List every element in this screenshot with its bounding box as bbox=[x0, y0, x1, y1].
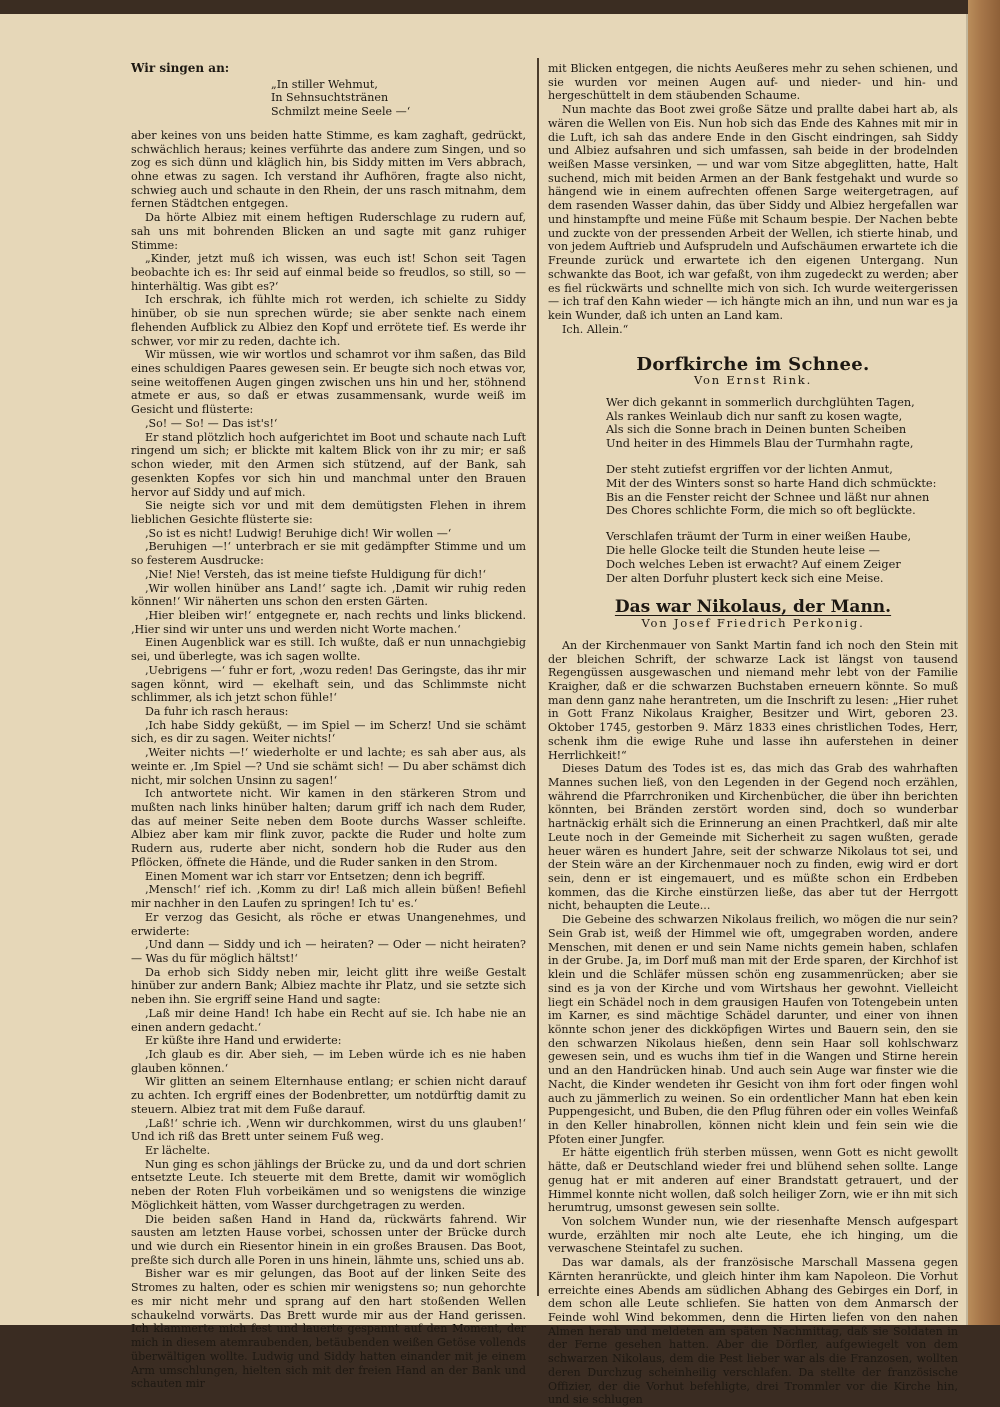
story-paragraph: Er lächelte. bbox=[145, 1144, 211, 1158]
story-paragraph: Nun machte das Boot zwei große Sätze und prallte dabei hart ab, als wären die Wellen von Eis. Nun hob sich das Ende des Kahnes mit mir in die Luft, ich sah das andere Ende in den Gischt eindringen, sah Siddy und Albiez aufsahren und sich umfassen, sah beide in der brodelnden weißen Masse versinken, — und war vom Sitze abgeglitten, hatte, Halt suchend, mich mit beiden Armen an der Bank festgehakt und wurde so hängend wie in einem aufrechten offenen Sarge weitergetragen, auf dem rasenden Wasser dahin, das über Siddy und Albiez hergefallen war und hinstampfte und meine Füße mit Schaum bespie. Der Nachen bebte und zuckte von der pressenden Arbeit der Wellen, ich stierte hinab, und von jedem Auftrieb und Aufsprudeln und Aufschäumen erwartete ich die Freunde zurück und erwartete ich den eigenen Untergang. Nun schwankte das Boot, ich war gefaßt, von ihm zugedeckt zu werden; aber es fiel rückwärts und schnellte mich von sich. Ich wurde weitergerissen — ich traf den Kahn wieder — ich hängte mich an ihn, und nun war es ja kein Wunder, daß ich unten an Land kam. bbox=[548, 103, 958, 322]
poem-author: Von Ernst Rink. bbox=[693, 373, 813, 388]
story-paragraph: Er verzog das Gesicht, als röche er etwas Unangenehmes, und erwiderte: bbox=[131, 910, 526, 938]
story-paragraph: ‚Laß!‘ schrie ich. ‚Wenn wir durchkommen, wirst du uns glauben!‘ Und ich riß das Brett unter seinem Fuß weg. bbox=[131, 1116, 526, 1144]
story-paragraph: Die beiden saßen Hand in Hand da, rückwärts fahrend. Wir sausten am letzten Hause vorbei, schossen unter der Brücke durch und wie durch ein Riesentor hinein in ein großes Brausen. Das Boot, preßte sich durch alle Poren in uns hinein, lähmte uns, schied uns ab. bbox=[131, 1212, 526, 1267]
poem-line: Doch welches Leben ist erwacht? Auf einem Zeiger bbox=[606, 557, 901, 571]
poem-line: Des Chores schlichte Form, die mich so oft beglückte. bbox=[606, 504, 916, 518]
story-paragraph: Einen Augenblick war es still. Ich wußte, daß er nun unnachgiebig sei, und überlegte, was ich sagen wollte. bbox=[131, 636, 526, 664]
poem-stanza bbox=[606, 396, 958, 451]
poem-line: Der steht zutiefst ergriffen vor der lichten Anmut, bbox=[606, 463, 893, 476]
story-paragraph: Dieses Datum des Todes ist es, das mich das Grab des wahrhaften Mannes suchen ließ, von den Legenden in der Gegend noch erzählen, während die Pfarrchroniken und Kirchenbücher, die über ihn berichten könnten, bei Bränden zerstört worden sind, doch so wunderbar hartnäckig erhält sich die Erinnerung an einen Prachtkerl, daß mir alte Leute noch in der Gemeinde mit Sicherheit zu sagen wußten, gerade heuer wären es hundert Jahre, seit der schwarze Nikolaus tot sei, und der Stein wäre an der Kirchenmauer noch zu finden, ewig wird er dort sein, denn er ist eingemauert, und es müßte schon ein Erdbeben kommen, das die Kirche einstürzen ließe, das aber tut der Herrgott nicht, behaupten die Leute... bbox=[548, 762, 958, 913]
binding-edge bbox=[968, 0, 1000, 1325]
story-author: Von Josef Friedrich Perkonig. bbox=[641, 616, 865, 631]
poem-line: Als rankes Weinlaub dich nur sanft zu kosen wagte, bbox=[606, 409, 903, 423]
story-paragraph: Da hörte Albiez mit einem heftigen Ruderschlage zu rudern auf, sah uns mit bohrenden Blicken an und sagte mit ganz ruhiger Stimme: bbox=[131, 211, 526, 252]
poem-line: Wer dich gekannt in sommerlich durchglühten Tagen, bbox=[606, 395, 915, 409]
poem-line: Die helle Glocke teilt die Stunden heute leise — bbox=[606, 543, 880, 557]
story-paragraph: ‚Mensch!‘ rief ich. ‚Komm zu dir! Laß mich allein büßen! Befiehl mir nachher in den Laufen zu springen! Ich tu' es.‘ bbox=[131, 883, 526, 911]
story-paragraph: ‚Hier bleiben wir!‘ entgegnete er, nach rechts und links blickend. ‚Hier sind wir unter uns und werden nicht Worte machen.‘ bbox=[131, 608, 526, 636]
story-paragraph: ‚Uebrigens —‘ fuhr er fort, ‚wozu reden! Das Geringste, das ihr mir sagen könnt, wird — ekelhaft sein, und das Schlimmste nicht schlimmer, als ich jetzt schon fühle!‘ bbox=[131, 663, 526, 705]
poem-line: Und heiter in des Himmels Blau der Turmhahn ragte, bbox=[606, 437, 914, 451]
story-paragraph: ‚Ich glaub es dir. Aber sieh, — im Leben würde ich es nie haben glauben können.‘ bbox=[131, 1047, 526, 1075]
poem-stanza bbox=[606, 530, 958, 585]
story-paragraph: ‚Ich habe Siddy geküßt, — im Spiel — im Scherz! Und sie schämt sich, es dir zu sagen. Weiter nichts!‘ bbox=[131, 718, 526, 746]
story-paragraph: ‚So ist es nicht! Ludwig! Beruhige dich! Wir wollen —‘ bbox=[145, 526, 452, 540]
poem-line: Bis an die Fenster reicht der Schnee und läßt nur ahnen bbox=[606, 490, 930, 504]
story-paragraph: Einen Moment war ich starr vor Entsetzen; denn ich begriff. bbox=[145, 869, 486, 883]
song-line: In Sehnsuchtstränen bbox=[271, 91, 389, 105]
story-title: Das war Nikolaus, der Mann. bbox=[614, 597, 892, 618]
left-column bbox=[131, 62, 526, 1391]
story-paragraph: Das war damals, als der französische Marschall Massena gegen Kärnten heranrückte, und gleich hinter ihm kam Napoleon. Die Vorhut erreichte eines Abends am südlichen Abhang des Gebirges ein Dorf, in dem schon alle Leute schliefen. Sie hatten von dem Anmarsch der Feinde wohl Wind bekommen, denn die Hirten liefen von den nahen Almen herab und meldeten am späten Nachmittag, daß sie Soldaten in der Ferne gesehen hatten. Aber die Dörfler, aufgewiegelt von dem schwarzen Nikolaus, dem die Pest lieber war als die Franzosen, wollten deren Durchzug scheinheilig verschlafen. Da stellte der französische Offizier, der die Vorhut befehligte, drei Trommler vor die Kirche hin, und sie schlugen bbox=[548, 1256, 958, 1407]
story-paragraph: ‚Und dann — Siddy und ich — heiraten? — Oder — nicht heiraten? — Was du für möglich hältst!‘ bbox=[131, 938, 526, 965]
story-paragraph: Da fuhr ich rasch heraus: bbox=[145, 705, 289, 719]
song-lead: Wir singen an: bbox=[131, 61, 230, 75]
story-paragraph: Er stand plötzlich hoch aufgerichtet im Boot und schaute nach Luft ringend um sich; er blickte mit kaltem Blick von ihr zu mir; er saß schon wieder, mit den Armen sich stützend, auf der Bank, sah gesenkten Kopfes vor sich hin und manchmal unter den Brauen hervor auf Siddy und auf mich. bbox=[131, 430, 526, 499]
right-column bbox=[548, 62, 958, 1407]
poem-line: Verschlafen träumt der Turm in einer weißen Haube, bbox=[606, 530, 912, 544]
song-line: Schmilzt meine Seele —‘ bbox=[271, 105, 411, 119]
poem-stanza bbox=[606, 463, 958, 518]
column-rule bbox=[537, 58, 539, 1296]
story-paragraph: An der Kirchenmauer von Sankt Martin fand ich noch den Stein mit der bleichen Schrift, der schwarze Lack ist längst von tausend Regengüssen ausgewaschen und niemand mehr lebt von der Familie Kraigher, daß er die schwarzen Buchstaben erneuern könnte. So muß man denn ganz nahe herantreten, um die Inschrift zu lesen: „Hier ruhet in Gott Franz Nikolaus Kraigher, Besitzer und Wirt, geboren 23. Oktober 1745, gestorben 9. März 1833 eines christlichen Todes, Herr, schenk ihm die ewige Ruhe und lasse ihn auferstehen in deiner Herrlichkeit!“ bbox=[548, 638, 958, 762]
story-paragraph: Bisher war es mir gelungen, das Boot auf der linken Seite des Stromes zu halten, oder es schien mir wenigstens so; nun gehorchte es mir nicht mehr und sprang auf den hart stoßenden Wellen schaukelnd vorwärts. Das Brett wurde mir aus der Hand gerissen. Ich klammerte mich fest und lauerte gespannt auf den Moment, der mich in diesem atemraubenden, betäubenden weißen Getöse vollends überwältigen wollte. Ludwig und Siddy hatten einander mit je einem Arm umschlungen, hielten sich mit der freien Hand an der Bank und schauten mir bbox=[131, 1267, 526, 1391]
poem-line: Als sich die Sonne brach in Deinen bunten Scheiben bbox=[606, 423, 907, 437]
story-paragraph: Ich antwortete nicht. Wir kamen in den stärkeren Strom und mußten nach links hinüber halten; darum griff ich nach dem Ruder, das auf meiner Seite neben dem Boote durchs Wasser schleifte. Albiez aber kam mir flink zuvor, packte die Ruder und holte zum Rudern aus, ruderte aber nicht, sondern hob die Ruder aus den Pflöcken, öffnete die Hände, und die Ruder sanken in den Strom. bbox=[131, 787, 526, 869]
story-paragraph: ‚Weiter nichts —!‘ wiederholte er und lachte; es sah aber aus, als weinte er. ‚Im Spiel —? Und sie schämt sich! — Du aber schämst dich nicht, mir solchen Unsinn zu sagen!‘ bbox=[131, 746, 526, 787]
poem-line: Der alten Dorfuhr plustert keck sich eine Meise. bbox=[606, 571, 884, 585]
story-paragraph: Ich erschrak, ich fühlte mich rot werden, ich schielte zu Siddy hinüber, ob sie nun sprechen würde; sie aber senkte nach einem flehenden Aufblick zu Albiez den Kopf und errötete tief. Es werde ihr schwer, vor mir zu reden, dachte ich. bbox=[131, 293, 526, 348]
story-paragraph: mit Blicken entgegen, die nichts Aeußeres mehr zu sehen schienen, und sie wurden vor meinen Augen auf- und nieder- und hin- und hergeschüttelt in dem stäubenden Schaume. bbox=[548, 62, 958, 103]
story-signoff: Ich. Allein.“ bbox=[562, 322, 629, 336]
story-paragraph: Die Gebeine des schwarzen Nikolaus freilich, wo mögen die nur sein? Sein Grab ist, weiß der Himmel wie oft, umgegraben worden, andere Menschen, mit denen er und sein Name nichts gemein haben, schlafen in der Grube. Ja, im Dorf muß man mit der Erde sparen, der Kirchhof ist klein und die Schläfer müssen schön eng zusammenrücken; aber sie sind es ja von der Kirche und vom Wirtshaus her gewohnt. Vielleicht liegt ein Schädel noch in dem grausigen Haufen von Totengebein unten im Karner, es sind mächtige Schädel darunter, und einer von ihnen könnte schon jener des dickköpfigen Wirtes und Bauern sein, den sie den schwarzen Nikolaus hießen, denn sein Haar soll kohlschwarz gewesen sein, und es wuchs ihm tief in die Wangen und Stirne herein und an den Handrücken hinab. Und auch sein Auge war finster wie die Nacht, die Kinder wendeten ihr Gesicht von ihm fort oder fingen wohl auch zu jämmerlich zu weinen. So ein ordentlicher Mann hat eben kein Puppengesicht, und Buben, die den Pflug führen oder ein volles Weinfaß in den Keller hinabrollen, können nicht klein und fein sein wie die Pfoten einer Jungfer. bbox=[548, 913, 958, 1146]
story-paragraph: Er küßte ihre Hand und erwiderte: bbox=[145, 1034, 342, 1048]
story-paragraph: Da erhob sich Siddy neben mir, leicht glitt ihre weiße Gestalt hinüber zur andern Bank; Albiez machte ihr Platz, und sie setzte sich neben ihn. Sie ergriff seine Hand und sagte: bbox=[131, 965, 526, 1007]
story-paragraph: aber keines von uns beiden hatte Stimme, es kam zaghaft, gedrückt, schwächlich heraus; keines verführte das andere zum Singen, und so zog es sich dünn und kläglich hin, bis Siddy mitten im Vers abbrach, ohne etwas zu sagen. Ich verstand ihr Aufhören, fragte also nicht, schwieg auch und schaute in den Rhein, der uns rasch mitnahm, dem fernen Städtchen entgegen. bbox=[131, 128, 526, 211]
story-paragraph: ‚Beruhigen —!‘ unterbrach er sie mit gedämpfter Stimme und um so festerem Ausdrucke: bbox=[131, 540, 526, 568]
story-paragraph: ‚Wir wollen hinüber ans Land!‘ sagte ich. ‚Damit wir ruhig reden können!‘ Wir näherten uns schon den ersten Gärten. bbox=[131, 581, 526, 609]
story-paragraph: ‚So! — So! — Das ist's!‘ bbox=[145, 416, 278, 430]
story-paragraph: „Kinder, jetzt muß ich wissen, was euch ist! Schon seit Tagen beobachte ich es: Ihr seid auf einmal beide so freudlos, so still, so — hinterhältig. Was gibt es?‘ bbox=[131, 252, 526, 293]
song-line: „In stiller Wehmut, bbox=[271, 77, 378, 91]
story-paragraph: Wir glitten an seinem Elternhause entlang; er schien nicht darauf zu achten. Ich ergriff eines der Bodenbretter, um notdürftig damit zu steuern. Albiez trat mit dem Fuße darauf. bbox=[131, 1075, 526, 1116]
story-paragraph: ‚Laß mir deine Hand! Ich habe ein Recht auf sie. Ich habe nie an einen andern gedacht.‘ bbox=[131, 1006, 526, 1034]
poem-line: Mit der des Winters sonst so harte Hand dich schmückte: bbox=[606, 476, 937, 490]
story-paragraph: Sie neigte sich vor und mit dem demütigsten Flehen in ihrem lieblichen Gesichte flüsterte sie: bbox=[131, 499, 526, 526]
story-paragraph: Wir müssen, wie wir wortlos und schamrot vor ihm saßen, das Bild eines schuldigen Paares gewesen sein. Er beugte sich noch etwas vor, seine weitoffenen Augen gingen zwischen uns hin und her, stöhnend atmete er aus, so daß er etwas zusammensank, wurde weiß im Gesicht und flüsterte: bbox=[131, 348, 526, 417]
story-paragraph: Von solchem Wunder nun, wie der riesenhafte Mensch aufgespart wurde, erzählten mir noch alte Leute, ehe ich hinging, um die verwaschene Steintafel zu suchen. bbox=[548, 1215, 958, 1256]
story-paragraph: Er hätte eigentlich früh sterben müssen, wenn Gott es nicht gewollt hätte, daß er Deutschland wieder frei und blühend sehen sollte. Lange genug hat er mit anderen auf einer Brandstatt getrauert, und der Himmel konnte nicht wollen, daß solch heiliger Zorn, wie er ihn mit sich herumtrug, umsonst gewesen sein sollte. bbox=[548, 1146, 958, 1215]
story-paragraph: ‚Nie! Nie! Versteh, das ist meine tiefste Huldigung für dich!‘ bbox=[145, 567, 486, 581]
story-paragraph: Nun ging es schon jählings der Brücke zu, und da und dort schrien entsetzte Leute. Ich steuerte mit dem Brette, damit wir womöglich neben der Roten Fluh vorbeikämen und so wenigstens die winzige Möglichkeit hätten, vom Wasser durchgetragen zu werden. bbox=[131, 1157, 526, 1212]
song-verse bbox=[271, 78, 526, 119]
poem-title: Dorfkirche im Schnee. bbox=[636, 354, 870, 376]
